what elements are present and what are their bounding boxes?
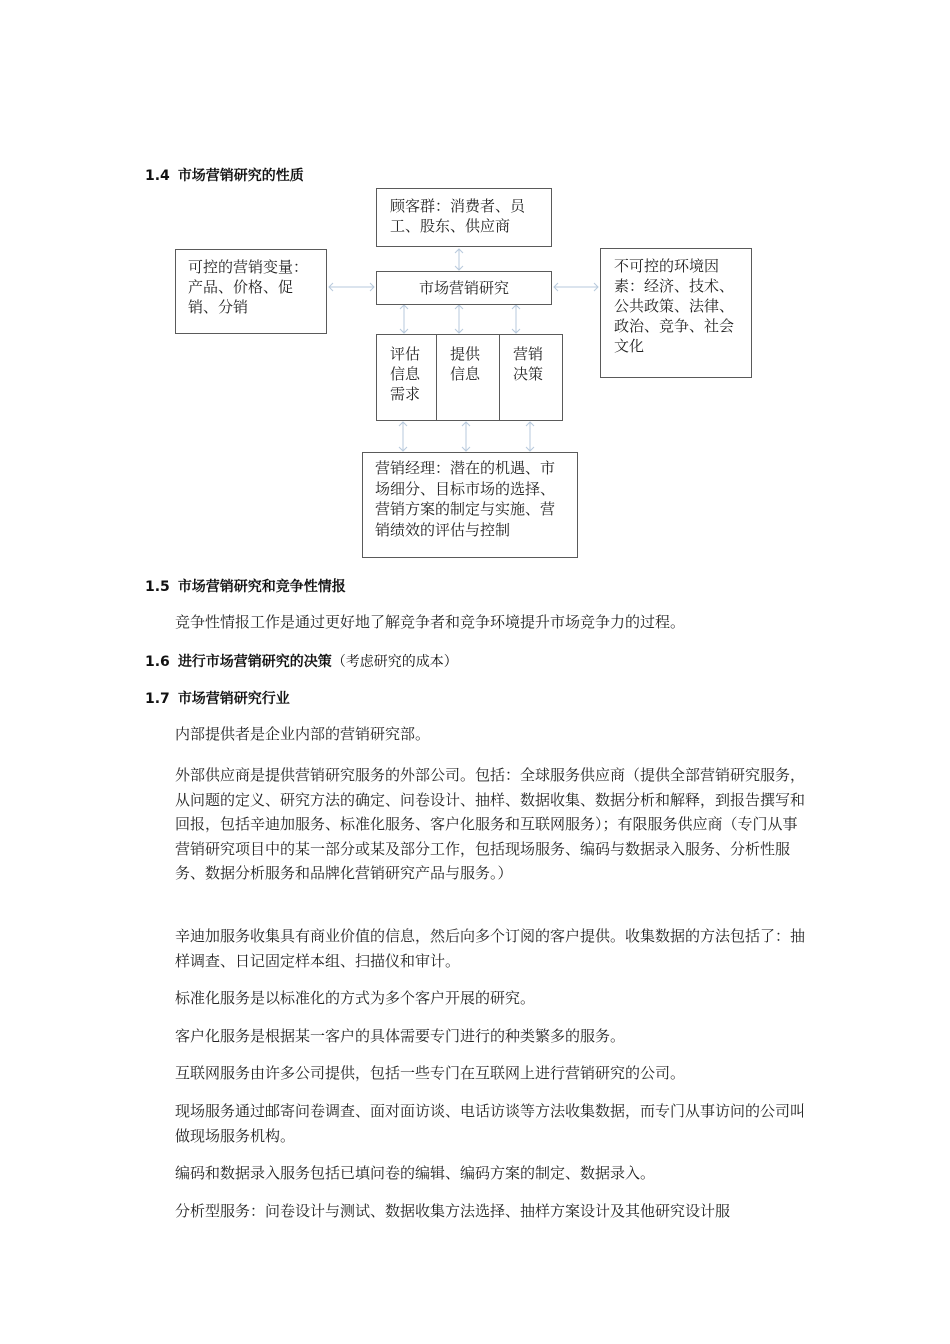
paragraph-analytical-services: 分析型服务：问卷设计与测试、数据收集方法选择、抽样方案设计及其他研究设计服 bbox=[175, 1202, 731, 1220]
customers-box bbox=[376, 188, 552, 247]
section-heading-1-7 bbox=[145, 688, 290, 708]
customers-text: 顾客群：消费者、员工、股东、供应商 bbox=[390, 197, 526, 235]
marketing-managers-text: 营销经理：潜在的机遇、市场细分、目标市场的选择、营销方案的制定与实施、营销绩效的评估与控制 bbox=[375, 459, 556, 539]
paragraph-competitive-intelligence: 竞争性情报工作是通过更好地了解竞争者和竞争环境提升市场竞争力的过程。 bbox=[175, 613, 686, 631]
section-heading-1-6 bbox=[145, 651, 458, 671]
marketing-research-box bbox=[376, 271, 552, 305]
assess-info-text: 评估信息需求 bbox=[390, 345, 421, 403]
paragraph-field-services: 现场服务通过邮寄问卷调查、面对面访谈、电话访谈等方法收集数据，而专门从事访问的公司叫做现场服务机构。 bbox=[175, 1102, 806, 1145]
uncontrollable-factors-box bbox=[600, 248, 752, 378]
paragraph-external-suppliers: 外部供应商是提供营销研究服务的外部公司。包括：全球服务供应商（提供全部营销研究服务，从问题的定义、研究方法的确定、问卷设计、抽样、数据收集、数据分析和解释，到报告撰写和回报，包括辛迪加服务、标准化服务、客户化服务和互联网服务）；有限服务供应商（专门从事营销研究项目中的某一部分或某及部分工作，包括现场服务、编码与数据录入服务、分析性服务、数据分析服务和品牌化营销研究产品与服务。） bbox=[175, 766, 806, 882]
marketing-decision-text: 营销决策 bbox=[513, 345, 544, 383]
paragraph-internet-services: 互联网服务由许多公司提供，包括一些专门在互联网上进行营销研究的公司。 bbox=[175, 1064, 686, 1082]
paragraph-syndicated-services: 辛迪加服务收集具有商业价值的信息，然后向多个订阅的客户提供。收集数据的方法包括了：抽样调查、日记固定样本组、扫描仪和审计。 bbox=[175, 927, 806, 970]
uncontrollable-factors-text: 不可控的环境因素：经济、技术、公共政策、法律、政治、竞争、社会文化 bbox=[614, 257, 735, 355]
section-title: 进行市场营销研究的决策 bbox=[177, 654, 332, 670]
marketing-managers-box bbox=[362, 452, 578, 558]
marketing-research-text: 市场营销研究 bbox=[418, 279, 509, 297]
paragraph-standardized-services: 标准化服务是以标准化的方式为多个客户开展的研究。 bbox=[175, 989, 536, 1007]
section-title: 市场营销研究的性质 bbox=[177, 168, 304, 184]
section-note: （考虑研究的成本） bbox=[331, 654, 458, 670]
provide-info-cell bbox=[437, 335, 500, 420]
controllable-variables-box bbox=[175, 249, 327, 334]
section-number: 1.5 bbox=[145, 579, 170, 595]
controllable-variables-text: 可控的营销变量：产品、价格、促销、分销 bbox=[188, 258, 309, 316]
section-title: 市场营销研究行业 bbox=[177, 691, 290, 707]
section-heading-1-5 bbox=[145, 576, 346, 596]
paragraph-internal-providers: 内部提供者是企业内部的营销研究部。 bbox=[175, 725, 431, 743]
research-role-box bbox=[376, 334, 563, 421]
section-number: 1.6 bbox=[145, 654, 170, 670]
section-number: 1.4 bbox=[145, 168, 170, 184]
section-number: 1.7 bbox=[145, 691, 170, 707]
assess-info-cell bbox=[377, 335, 437, 420]
marketing-decision-cell bbox=[500, 335, 563, 420]
section-title: 市场营销研究和竞争性情报 bbox=[177, 579, 346, 595]
paragraph-customized-services: 客户化服务是根据某一客户的具体需要专门进行的种类繁多的服务。 bbox=[175, 1027, 626, 1045]
paragraph-coding-services: 编码和数据录入服务包括已填问卷的编辑、编码方案的制定、数据录入。 bbox=[175, 1164, 656, 1182]
provide-info-text: 提供信息 bbox=[450, 345, 481, 383]
